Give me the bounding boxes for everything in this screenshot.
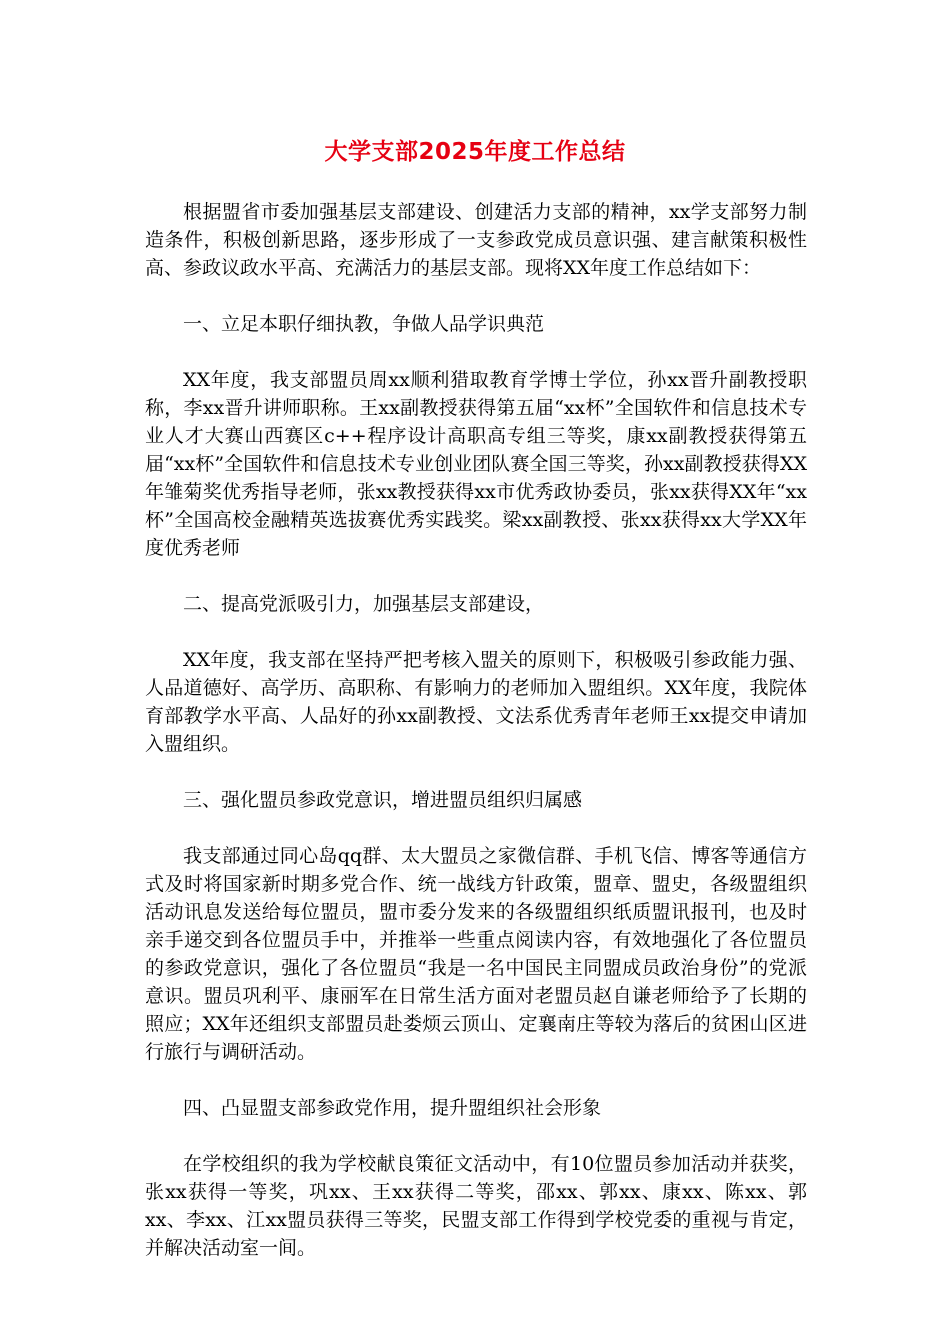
section-4-heading: 四、凸显盟支部参政党作用，提升盟组织社会形象 — [183, 1097, 602, 1119]
section-2-heading: 二、提高党派吸引力，加强基层支部建设， — [183, 593, 545, 615]
document-body — [145, 198, 807, 1290]
section-2-paragraph: XX年度，我支部在坚持严把考核入盟关的原则下，积极吸引参政能力强、人品道德好、高学历、高职称、有影响力的老师加入盟组织。XX年度，我院体育部教学水平高、人品好的孙xx副教授、文法系优秀青年老师王xx提交申请加入盟组织。 — [145, 649, 807, 755]
section-3-heading: 三、强化盟员参政党意识，增进盟员组织归属感 — [183, 789, 583, 811]
intro-paragraph: 根据盟省市委加强基层支部建设、创建活力支部的精神，xx学支部努力制造条件，积极创新思路，逐步形成了一支参政党成员意识强、建言献策积极性高、参政议政水平高、充满活力的基层支部。现将XX年度工作总结如下： — [145, 201, 807, 279]
document-title: 大学支部2025年度工作总结 — [324, 139, 626, 165]
section-3-paragraph: 我支部通过同心岛qq群、太大盟员之家微信群、手机飞信、博客等通信方式及时将国家新时期多党合作、统一战线方针政策，盟章、盟史，各级盟组织活动讯息发送给每位盟员，盟市委分发来的各级盟组织纸质盟讯报刊，也及时亲手递交到各位盟员手中，并推举一些重点阅读内容，有效地强化了各位盟员的参政党意识，强化了各位盟员“我是一名中国民主同盟成员政治身份”的党派意识。盟员巩利平、康丽军在日常生活方面对老盟员赵自谦老师给予了长期的照应；XX年还组织支部盟员赴娄烦云顶山、定襄南庄等较为落后的贫困山区进行旅行与调研活动。 — [145, 845, 807, 1063]
section-1-heading: 一、立足本职仔细执教，争做人品学识典范 — [183, 313, 545, 335]
section-1-paragraph: XX年度，我支部盟员周xx顺利猎取教育学博士学位，孙xx晋升副教授职称，李xx晋升讲师职称。王xx副教授获得第五届“xx杯”全国软件和信息技术专业人才大赛山西赛区c++程序设计高职高专组三等奖，康xx副教授获得第五届“xx杯”全国软件和信息技术专业创业团队赛全国三等奖，孙xx副教授获得XX年雏菊奖优秀指导老师，张xx教授获得xx市优秀政协委员，张xx获得XX年“xx杯”全国高校金融精英选拔赛优秀实践奖。梁xx副教授、张xx获得xx大学XX年度优秀老师 — [145, 369, 807, 559]
section-4-paragraph: 在学校组织的我为学校献良策征文活动中，有10位盟员参加活动并获奖，张xx获得一等奖，巩xx、王xx获得二等奖，邵xx、郭xx、康xx、陈xx、郭xx、李xx、江xx盟员获得三等奖，民盟支部工作得到学校党委的重视与肯定，并解决活动室一间。 — [145, 1153, 807, 1259]
